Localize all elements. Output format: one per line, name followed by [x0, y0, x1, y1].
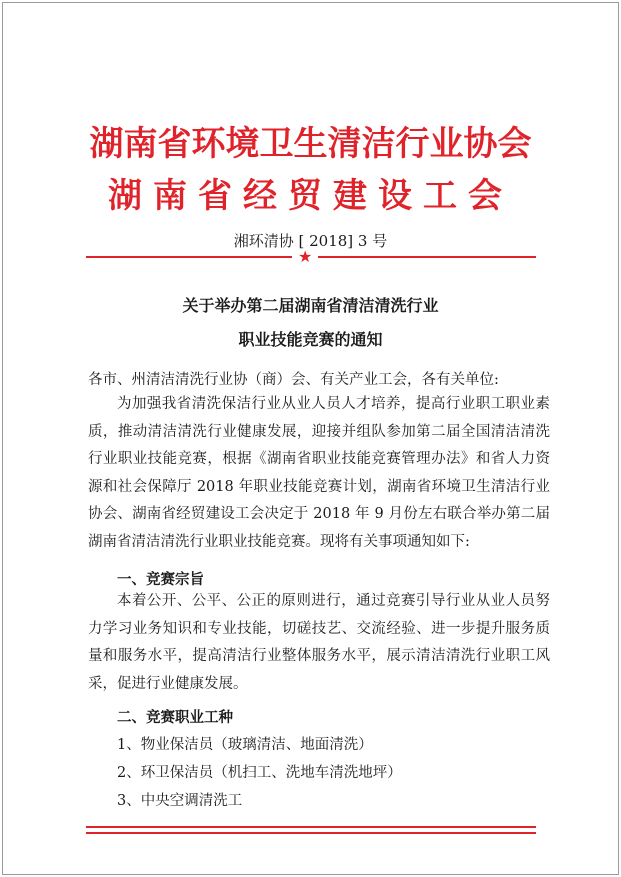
section-1-paragraph: 本着公开、公平、公正的原则进行，通过竞赛引导行业从业人员努力学习业务知识和专业技能，切磋技艺、交流经验、进一步提升服务质量和服务水平，提高清洁行业整体服务水平，展示清洁清洗行业职工风采，促进行业健康发展。 [88, 593, 550, 692]
issuing-org-1: 湖南省环境卫生清洁行业协会 [89, 124, 532, 164]
list-item: 2、环卫保洁员（机扫工、洗地车清洗地坪） [117, 765, 402, 781]
list-item: 1、物业保洁员（玻璃清洁、地面清洗） [117, 737, 373, 753]
star-icon: ★ [298, 247, 313, 266]
footer-rule-bottom [86, 832, 536, 834]
header-rule-left [86, 256, 292, 258]
notice-title-line-2: 职业技能竞赛的通知 [238, 330, 383, 349]
section-1-heading: 一、竞赛宗旨 [117, 571, 204, 588]
document-number: 湘环清协 [ 2018] 3 号 [233, 232, 388, 250]
salutation: 各市、州清洁清洗行业协（商）会、有关产业工会，各有关单位: [88, 372, 499, 388]
intro-paragraph: 为加强我省清洗保洁行业从业人员人才培养，提高行业职工职业素质，推动清洁清洗行业健康发展，迎接并组队参加第二届全国清洁清洗行业职业技能竞赛，根据《湖南省职业技能竞赛管理办法》和省人力资源和社会保障厅 2018 年职业技能竞赛计划，湖南省环境卫生清洁行业协会、湖南省经贸建设工会决定于 2018 年 9 月份左右联合举办第二届湖南省清洁清洗行业职业技能竞赛。现将有关事项通知如下: [88, 396, 550, 550]
footer-rule-top [86, 826, 536, 828]
section-2-heading: 二、竞赛职业工种 [117, 709, 233, 726]
list-item: 3、中央空调清洗工 [117, 793, 243, 809]
header-rule-right [318, 256, 536, 258]
issuing-org-2: 湖南省经贸建设工会 [108, 176, 513, 216]
notice-title-line-1: 关于举办第二届湖南省清洁清洗行业 [182, 296, 439, 315]
